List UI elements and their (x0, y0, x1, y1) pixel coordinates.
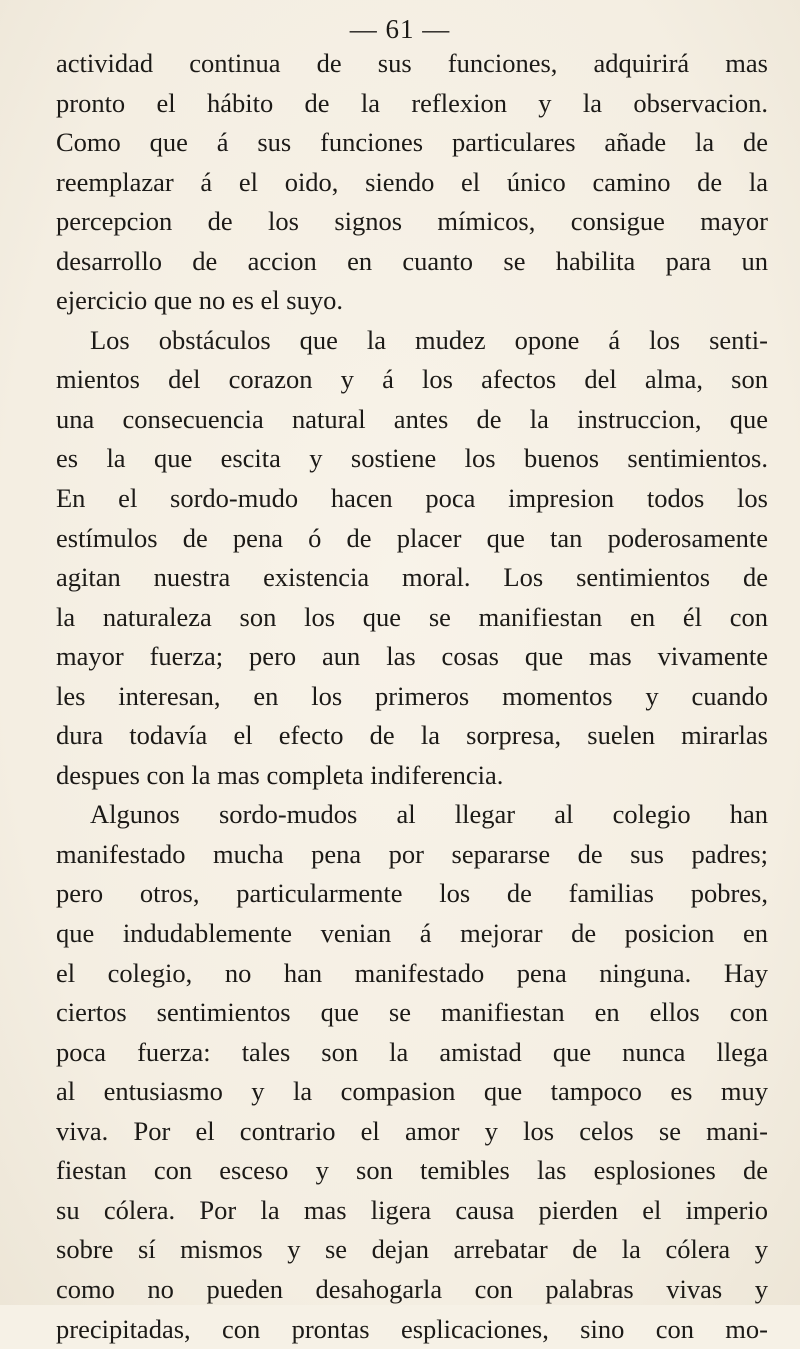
text-line: estímulos de pena ó de placer que tan poderosamente (56, 519, 768, 559)
text-line: reemplazar á el oido, siendo el único camino de la (56, 163, 768, 203)
text-line: la naturaleza son los que se manifiestan en él con (56, 598, 768, 638)
text-line: despues con la mas completa indiferencia. (56, 756, 768, 796)
text-line: desarrollo de accion en cuanto se habilita para un (56, 242, 768, 282)
text-line: sobre sí mismos y se dejan arrebatar de la cólera y (56, 1230, 768, 1270)
text-line: poca fuerza: tales son la amistad que nunca llega (56, 1033, 768, 1073)
text-line: como no pueden desahogarla con palabras vivas y (56, 1270, 768, 1310)
text-line: que indudablemente venian á mejorar de posicion en (56, 914, 768, 954)
text-line: precipitadas, con prontas esplicaciones, sino con mo- (56, 1310, 768, 1349)
text-line: manifestado mucha pena por separarse de sus padres; (56, 835, 768, 875)
text-line: fiestan con esceso y son temibles las esplosiones de (56, 1151, 768, 1191)
text-line: su cólera. Por la mas ligera causa pierden el imperio (56, 1191, 768, 1231)
text-line: Los obstáculos que la mudez opone á los senti- (56, 321, 768, 361)
page-number: — 61 — (0, 12, 800, 46)
text-line: es la que escita y sostiene los buenos sentimientos. (56, 439, 768, 479)
text-line: les interesan, en los primeros momentos y cuando (56, 677, 768, 717)
text-line: Como que á sus funciones particulares añade la de (56, 123, 768, 163)
text-line: viva. Por el contrario el amor y los celos se mani- (56, 1112, 768, 1152)
text-line: En el sordo-mudo hacen poca impresion todos los (56, 479, 768, 519)
text-line: pronto el hábito de la reflexion y la observacion. (56, 84, 768, 124)
text-line: dura todavía el efecto de la sorpresa, suelen mirarlas (56, 716, 768, 756)
text-line: mayor fuerza; pero aun las cosas que mas vivamente (56, 637, 768, 677)
text-line: pero otros, particularmente los de familias pobres, (56, 874, 768, 914)
text-line: ciertos sentimientos que se manifiestan en ellos con (56, 993, 768, 1033)
text-line: una consecuencia natural antes de la instruccion, que (56, 400, 768, 440)
text-line: Algunos sordo-mudos al llegar al colegio han (56, 795, 768, 835)
text-line: al entusiasmo y la compasion que tampoco es muy (56, 1072, 768, 1112)
text-line: percepcion de los signos mímicos, consigue mayor (56, 202, 768, 242)
text-line: actividad continua de sus funciones, adquirirá mas (56, 44, 768, 84)
text-line: mientos del corazon y á los afectos del alma, son (56, 360, 768, 400)
body-text (56, 44, 768, 1349)
text-line: agitan nuestra existencia moral. Los sentimientos de (56, 558, 768, 598)
text-line: el colegio, no han manifestado pena ninguna. Hay (56, 954, 768, 994)
text-line: ejercicio que no es el suyo. (56, 281, 768, 321)
